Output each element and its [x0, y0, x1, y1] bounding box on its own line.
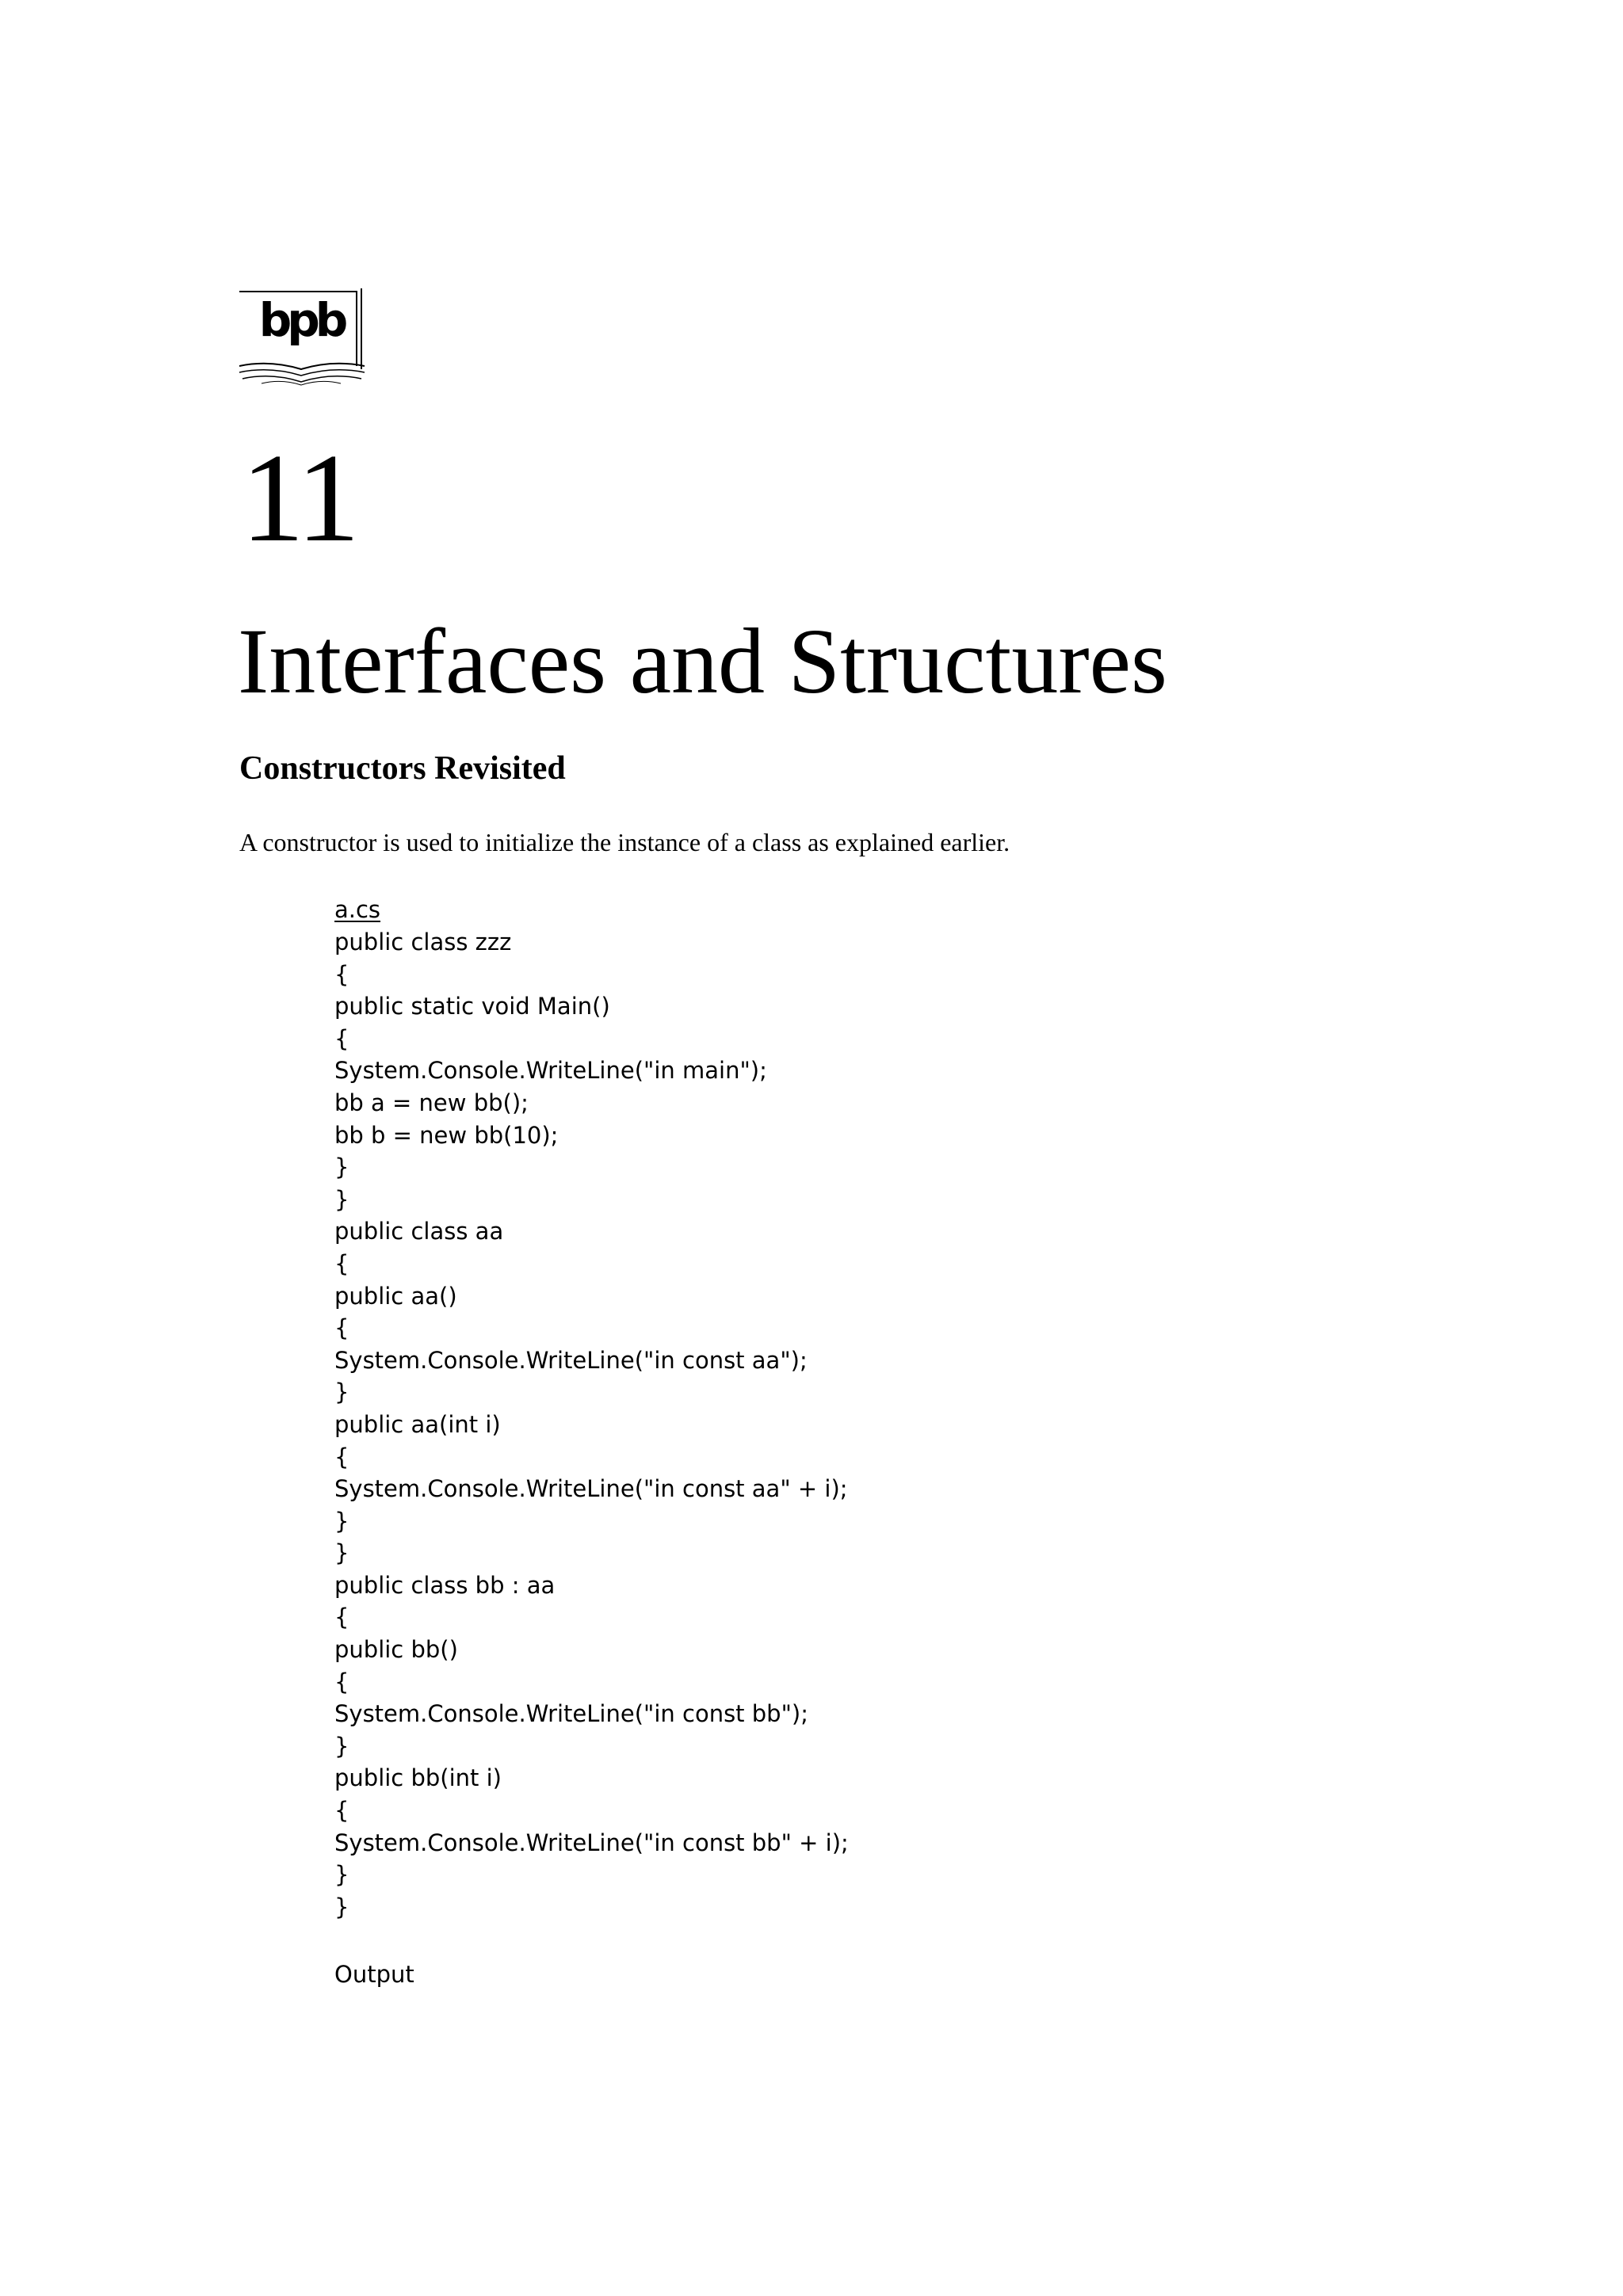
chapter-title: Interfaces and Structures: [238, 609, 1167, 713]
code-line: System.Console.WriteLine("in main");: [334, 1057, 767, 1085]
code-line: {: [334, 1314, 349, 1342]
code-line: System.Console.WriteLine("in const aa" + i);: [334, 1475, 848, 1503]
logo-text: bpb: [258, 293, 344, 347]
code-line: public aa(): [334, 1282, 457, 1310]
code-line: {: [334, 1797, 349, 1825]
code-line: bb b = new bb(10);: [334, 1121, 559, 1149]
code-line: {: [334, 1668, 349, 1695]
output-label: Output: [334, 1961, 414, 1988]
code-listing: [334, 926, 849, 1923]
code-line: {: [334, 1604, 349, 1631]
code-line: }: [334, 1507, 349, 1535]
code-line: public bb(int i): [334, 1764, 502, 1792]
code-line: public aa(int i): [334, 1410, 501, 1438]
code-line: System.Console.WriteLine("in const aa");: [334, 1346, 808, 1374]
code-line: }: [334, 1732, 349, 1760]
code-line: public class zzz: [334, 929, 512, 955]
code-line: public class bb : aa: [334, 1571, 556, 1599]
code-line: public class aa: [334, 1218, 504, 1245]
code-line: public static void Main(): [334, 993, 610, 1020]
code-line: {: [334, 1024, 349, 1052]
code-line: }: [334, 1861, 349, 1889]
code-line: bb a = new bb();: [334, 1089, 529, 1116]
bpb-publisher-logo: [238, 287, 366, 387]
intro-paragraph: A constructor is used to initialize the instance of a class as explained earlier.: [239, 828, 1010, 856]
code-line: System.Console.WriteLine("in const bb" + i);: [334, 1829, 849, 1856]
code-line: public bb(): [334, 1636, 458, 1664]
code-line: System.Console.WriteLine("in const bb");: [334, 1700, 809, 1728]
code-line: }: [334, 1185, 349, 1213]
chapter-number: 11: [241, 427, 357, 568]
code-line: {: [334, 1443, 349, 1470]
code-line: {: [334, 1249, 349, 1277]
code-line: }: [334, 1893, 349, 1920]
code-filename: a.cs: [334, 896, 381, 923]
code-line: }: [334, 1539, 349, 1567]
section-heading: Constructors Revisited: [239, 750, 566, 787]
code-line: }: [334, 1379, 349, 1406]
code-line: }: [334, 1154, 349, 1181]
code-line: {: [334, 960, 349, 988]
